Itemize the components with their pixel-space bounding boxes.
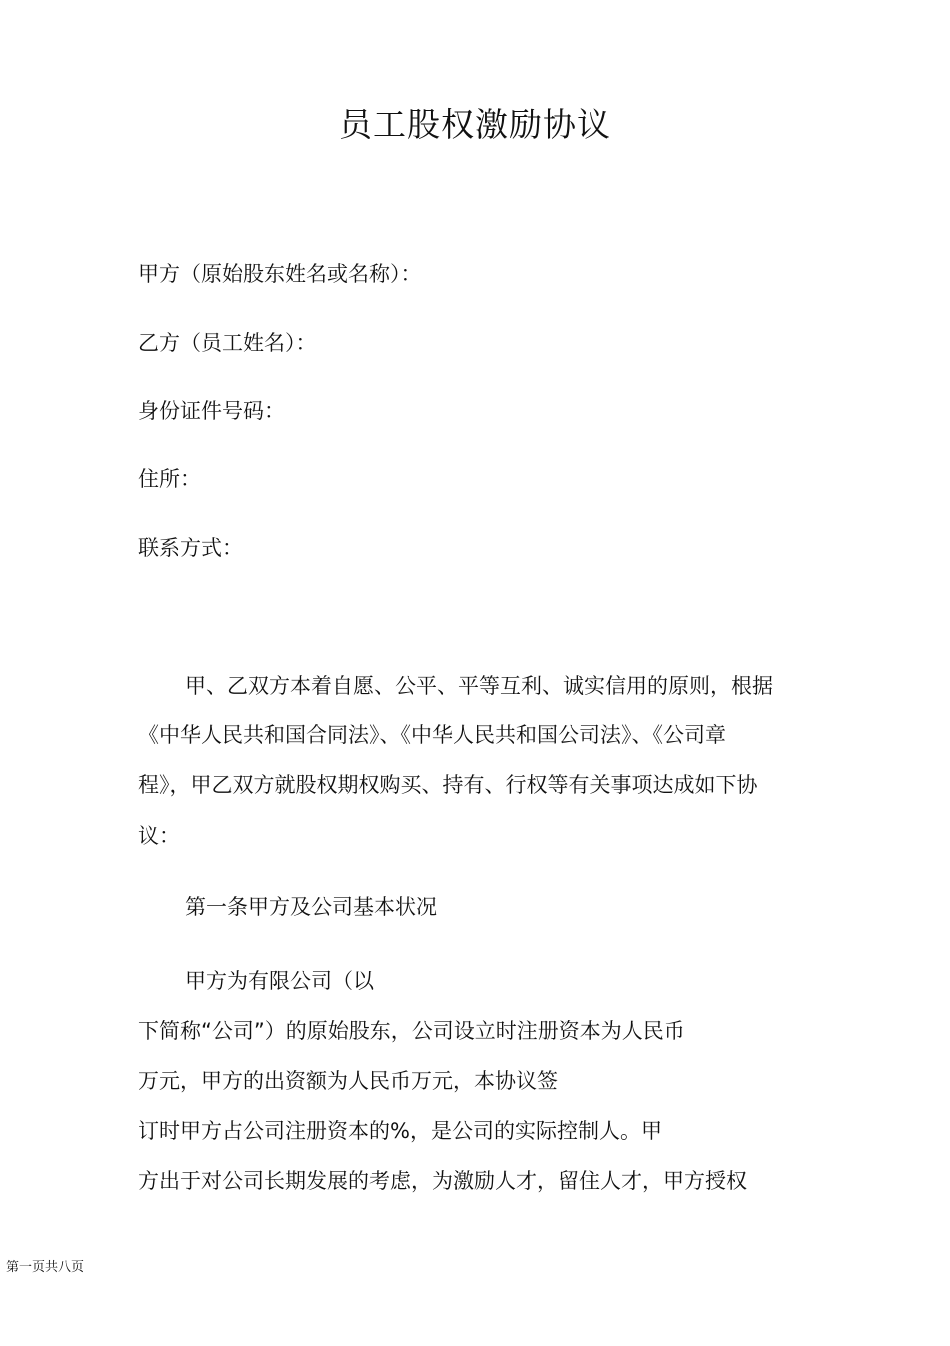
article-1-line: 甲方为有限公司（以 bbox=[185, 969, 374, 993]
id-number-field: 身份证件号码： bbox=[138, 399, 285, 423]
contact-field: 联系方式： bbox=[138, 536, 243, 560]
article-1-line: 下简称“公司”）的原始股东，公司设立时注册资本为人民币 bbox=[138, 1019, 685, 1043]
preamble-line: 《中华人民共和国合同法》、《中华人民共和国公司法》、《公司章 bbox=[138, 723, 726, 747]
page-number-footer: 第一页共八页 bbox=[6, 1260, 85, 1275]
party-b-field: 乙方（员工姓名）： bbox=[138, 331, 317, 355]
party-a-field: 甲方（原始股东姓名或名称）： bbox=[138, 262, 422, 286]
preamble-line: 程》，甲乙双方就股权期权购买、持有、行权等有关事项达成如下协 bbox=[138, 773, 758, 797]
article-1-line: 订时甲方占公司注册资本的%，是公司的实际控制人。甲 bbox=[138, 1119, 662, 1143]
article-1-line: 万元，甲方的出资额为人民币万元，本协议签 bbox=[138, 1069, 558, 1093]
article-1-line: 方出于对公司长期发展的考虑，为激励人才，留住人才，甲方授权 bbox=[138, 1169, 747, 1193]
address-field: 住所： bbox=[138, 467, 201, 491]
preamble-line: 甲、乙双方本着自愿、公平、平等互利、诚实信用的原则，根据 bbox=[185, 674, 773, 698]
article-1-heading: 第一条甲方及公司基本状况 bbox=[185, 895, 437, 919]
document-title: 员工股权激励协议 bbox=[339, 105, 611, 144]
preamble-line: 议： bbox=[138, 824, 180, 848]
